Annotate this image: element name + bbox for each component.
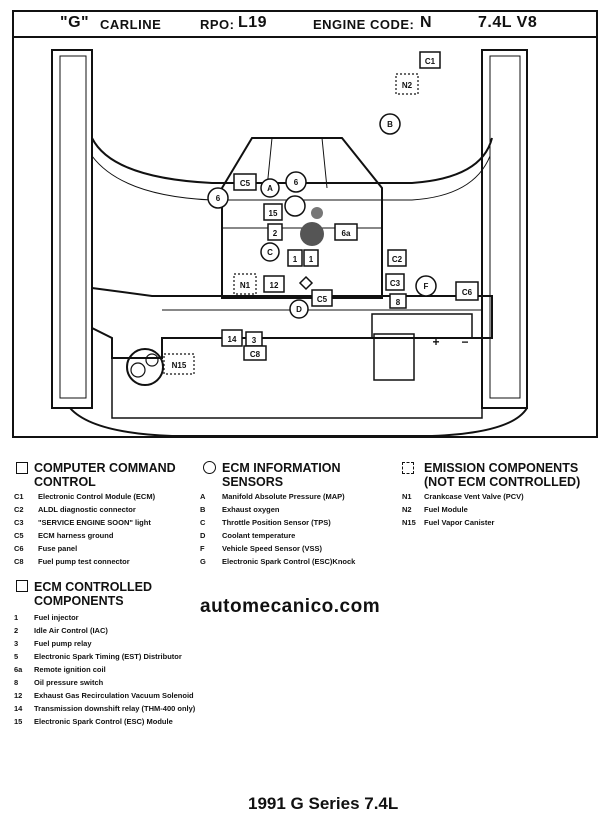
legend-row-controlled bbox=[14, 702, 195, 715]
legend-text: Fuel pump relay bbox=[34, 639, 92, 648]
label-f: F bbox=[423, 282, 429, 291]
legend-code: 1 bbox=[14, 613, 19, 622]
legend-code: B bbox=[200, 505, 206, 514]
engine-code-label: ENGINE CODE: bbox=[313, 17, 415, 32]
emission-dashed-symbol bbox=[402, 462, 414, 474]
legend-text: Oil pressure switch bbox=[34, 678, 104, 687]
legend-text: Fuel Vapor Canister bbox=[424, 518, 495, 527]
label-c3: C3 bbox=[389, 279, 401, 288]
legend-text: Idle Air Control (IAC) bbox=[34, 626, 108, 635]
legend-code: C5 bbox=[14, 531, 24, 540]
label-3: 3 bbox=[251, 336, 257, 345]
legend-row-emission bbox=[402, 503, 524, 516]
front-bumper bbox=[70, 408, 527, 436]
legend-row-controlled bbox=[14, 637, 195, 650]
legend-row-sensors bbox=[200, 516, 355, 529]
legend-row-sensors bbox=[200, 503, 355, 516]
legend-row-computer bbox=[14, 529, 155, 542]
legend-row-controlled bbox=[14, 624, 195, 637]
legend-row-controlled bbox=[14, 663, 195, 676]
legend-code: D bbox=[200, 531, 206, 540]
legend-row-emission bbox=[402, 516, 524, 529]
computer-legend-list bbox=[14, 490, 155, 568]
legend-code: C8 bbox=[14, 557, 24, 566]
computer-title: COMPUTER COMMAND CONTROL bbox=[34, 461, 176, 489]
legend-row-emission bbox=[402, 490, 524, 503]
legend-code: A bbox=[200, 492, 206, 501]
legend-row-computer bbox=[14, 516, 155, 529]
legend-text: Transmission downshift relay (THM-400 only) bbox=[34, 704, 196, 713]
legend-code: 8 bbox=[14, 678, 19, 687]
legend-row-controlled bbox=[14, 689, 195, 702]
controlled-title: ECM CONTROLLED COMPONENTS bbox=[34, 580, 153, 608]
label-plus: + bbox=[432, 335, 440, 349]
label-n2: N2 bbox=[401, 81, 413, 90]
legend-row-sensors bbox=[200, 490, 355, 503]
legend-text: ALDL diagnostic connector bbox=[38, 505, 136, 514]
engine-label: 7.4L V8 bbox=[478, 14, 538, 31]
label-c8: C8 bbox=[249, 350, 261, 359]
battery-box bbox=[374, 334, 414, 380]
legend-row-controlled bbox=[14, 676, 195, 689]
label-n15: N15 bbox=[171, 361, 187, 370]
engine-compartment-diagram bbox=[12, 38, 598, 438]
legend-row-computer bbox=[14, 503, 155, 516]
legend-code: C1 bbox=[14, 492, 24, 501]
label-c6: C6 bbox=[461, 288, 473, 297]
legend-text: Fuse panel bbox=[38, 544, 78, 553]
label-14: 14 bbox=[227, 335, 237, 344]
label-2: 2 bbox=[272, 229, 278, 238]
label-c1: C1 bbox=[424, 57, 436, 66]
legend-code: C6 bbox=[14, 544, 24, 553]
label-6a: 6a bbox=[341, 229, 351, 238]
legend-row-sensors bbox=[200, 555, 355, 568]
legend-text: Fuel Module bbox=[424, 505, 468, 514]
legend-text: Throttle Position Sensor (TPS) bbox=[222, 518, 331, 527]
legend-row-sensors bbox=[200, 529, 355, 542]
watermark-site: automecanico.com bbox=[200, 596, 381, 617]
label-c5b: C5 bbox=[316, 295, 328, 304]
legend-row-computer bbox=[14, 555, 155, 568]
legend-code: N2 bbox=[402, 505, 412, 514]
legend-code: 5 bbox=[14, 652, 19, 661]
legend-text: Vehicle Speed Sensor (VSS) bbox=[222, 544, 323, 553]
emission-legend-list bbox=[402, 490, 524, 529]
label-c5a: C5 bbox=[239, 179, 251, 188]
legend-code: C2 bbox=[14, 505, 24, 514]
legend-text: Electronic Control Module (ECM) bbox=[38, 492, 156, 501]
legend-text: Exhaust oxygen bbox=[222, 505, 280, 514]
legend-text: Fuel pump test connector bbox=[38, 557, 130, 566]
computer-box-symbol bbox=[16, 462, 28, 474]
legend-text: Electronic Spark Timing (EST) Distributor bbox=[34, 652, 182, 661]
legend-row-computer bbox=[14, 490, 155, 503]
rpo-label: RPO: bbox=[200, 17, 235, 32]
sensors-title: ECM INFORMATION SENSORS bbox=[222, 461, 341, 489]
carline-label: CARLINE bbox=[100, 17, 162, 32]
label-12: 12 bbox=[269, 281, 279, 290]
legend-row-controlled bbox=[14, 715, 195, 728]
footer-caption: 1991 G Series 7.4L bbox=[248, 794, 399, 813]
legend-text: Electronic Spark Control (ESC)Knock bbox=[222, 557, 356, 566]
sensors-circle-symbol bbox=[203, 461, 216, 474]
legend-row-controlled bbox=[14, 611, 195, 624]
label-c2: C2 bbox=[391, 255, 403, 264]
legend-row-controlled bbox=[14, 650, 195, 663]
label-b: B bbox=[387, 120, 393, 129]
label-c: C bbox=[267, 248, 273, 257]
emission-title: EMISSION COMPONENTS (NOT ECM CONTROLLED) bbox=[424, 461, 581, 489]
legend-code: 12 bbox=[14, 691, 23, 700]
label-1a: 1 bbox=[292, 255, 298, 264]
label-6circ: 6 bbox=[293, 178, 299, 187]
legend-code: N1 bbox=[402, 492, 412, 501]
label-d: D bbox=[296, 305, 302, 314]
sensors-legend-list bbox=[200, 490, 355, 568]
legend-text: Electronic Spark Control (ESC) Module bbox=[34, 717, 173, 726]
legend-code: C3 bbox=[14, 518, 24, 527]
legend-code: 3 bbox=[14, 639, 19, 648]
legend-code: G bbox=[200, 557, 206, 566]
legend-text: Coolant temperature bbox=[222, 531, 296, 540]
controlled-legend-list bbox=[14, 611, 195, 728]
legend-text: Exhaust Gas Recirculation Vacuum Solenoid bbox=[34, 691, 194, 700]
engine-code-value: N bbox=[420, 14, 433, 31]
label-1b: 1 bbox=[308, 255, 314, 264]
carline-g: "G" bbox=[60, 14, 90, 31]
legend-text: Fuel injector bbox=[34, 613, 79, 622]
canister-circle bbox=[127, 349, 163, 385]
label-15: 15 bbox=[268, 209, 278, 218]
controlled-box-symbol bbox=[16, 580, 28, 592]
legend-code: C bbox=[200, 518, 206, 527]
legend-text: Remote ignition coil bbox=[34, 665, 106, 674]
legend-code: 15 bbox=[14, 717, 23, 726]
legend-text: "SERVICE ENGINE SOON" light bbox=[38, 518, 151, 527]
label-6: 6 bbox=[215, 194, 221, 203]
legend-code: 14 bbox=[14, 704, 23, 713]
legend-row-sensors bbox=[200, 542, 355, 555]
label-8: 8 bbox=[395, 298, 401, 307]
label-minus: − bbox=[461, 335, 469, 349]
legend-text: ECM harness ground bbox=[38, 531, 114, 540]
legend-code: N15 bbox=[402, 518, 416, 527]
legend-code: F bbox=[200, 544, 205, 553]
legend-code: 6a bbox=[14, 665, 23, 674]
legend-text: Manifold Absolute Pressure (MAP) bbox=[222, 492, 345, 501]
legend-code: 2 bbox=[14, 626, 19, 635]
legend-text: Crankcase Vent Valve (PCV) bbox=[424, 492, 524, 501]
label-a: A bbox=[267, 184, 273, 193]
rpo-value: L19 bbox=[238, 14, 268, 31]
legend-row-computer bbox=[14, 542, 155, 555]
label-n1: N1 bbox=[239, 281, 251, 290]
